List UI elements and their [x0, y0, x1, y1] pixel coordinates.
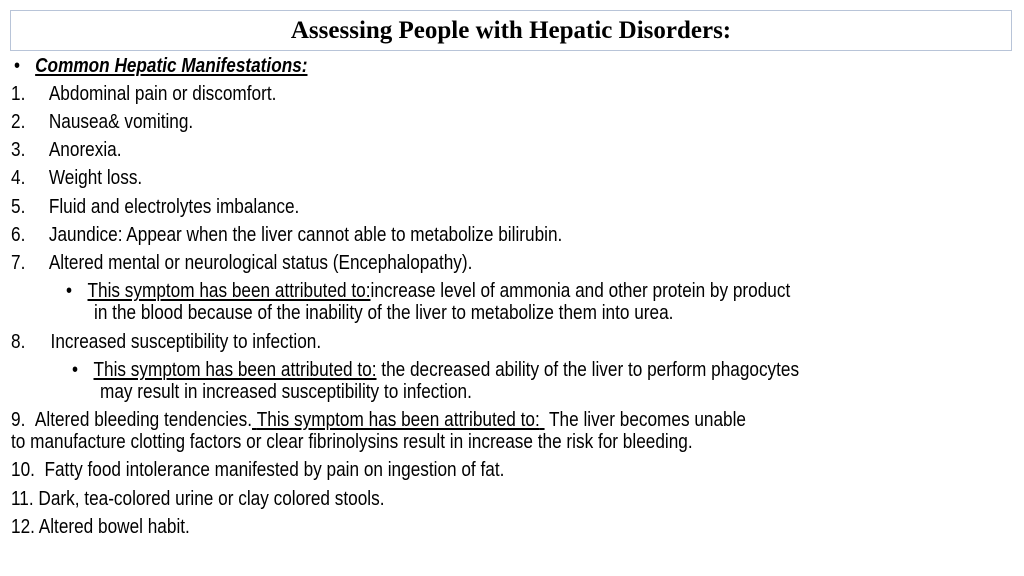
list-item	[11, 515, 190, 539]
item-number: 1.	[11, 83, 26, 105]
list-item	[11, 458, 504, 482]
sub-bullet-7-cont: in the blood because of the inability of the liver to metabolize them into urea.	[94, 302, 674, 324]
item-number: 10.	[11, 459, 35, 481]
list-item-9-cont: to manufacture clotting factors or clear fibrinolysins result in increase the risk for bleeding.	[11, 431, 693, 453]
attributed-label: This symptom has been attributed to:	[87, 280, 371, 302]
item-text: Altered bleeding tendencies.	[34, 409, 252, 431]
item-number: 3.	[11, 139, 26, 161]
sub-text: The liver becomes unable	[549, 409, 746, 431]
bullet: •	[14, 55, 21, 77]
list-item	[11, 251, 472, 275]
item-text: Increased susceptibility to infection.	[50, 331, 322, 353]
item-number: 5.	[11, 196, 26, 218]
list-item	[11, 223, 562, 247]
list-item	[11, 487, 384, 511]
item-number: 11.	[11, 488, 34, 510]
bullet: •	[66, 280, 73, 302]
sub-bullet-8-cont: may result in increased susceptibility to infection.	[100, 381, 472, 403]
item-number: 8.	[11, 331, 26, 353]
section-heading: Common Hepatic Manifestations:	[35, 55, 308, 77]
bullet: •	[72, 359, 79, 381]
list-item	[11, 110, 193, 134]
item-number: 7.	[11, 252, 26, 274]
list-item	[11, 195, 299, 219]
item-number: 4.	[11, 167, 26, 189]
item-text: Altered bowel habit.	[38, 516, 190, 538]
heading-line	[14, 54, 308, 78]
item-text: Anorexia.	[48, 139, 122, 161]
list-item	[11, 330, 321, 354]
item-number: 9.	[11, 409, 26, 431]
item-text: Fatty food intolerance manifested by pain on ingestion of fat.	[44, 459, 505, 481]
item-text: Nausea& vomiting.	[48, 111, 194, 133]
item-text: Weight loss.	[48, 167, 143, 189]
item-number: 2.	[11, 111, 26, 133]
sub-bullet-8	[72, 358, 799, 382]
sub-text: the decreased ability of the liver to perform phagocytes	[381, 359, 800, 381]
item-text: Altered mental or neurological status (Encephalopathy).	[48, 252, 473, 274]
list-item	[11, 408, 746, 432]
sub-bullet-7	[66, 279, 790, 303]
sub-text: increase level of ammonia and other protein by product	[370, 280, 791, 302]
page-title: Assessing People with Hepatic Disorders:	[290, 16, 732, 44]
list-item	[11, 82, 276, 106]
list-item	[11, 138, 122, 162]
item-text: Dark, tea-colored urine or clay colored stools.	[38, 488, 385, 510]
item-number: 6.	[11, 224, 26, 246]
title-box	[10, 10, 1012, 51]
attributed-label: This symptom has been attributed to:	[256, 409, 540, 431]
item-number: 12.	[11, 516, 35, 538]
item-text: Fluid and electrolytes imbalance.	[48, 196, 300, 218]
attributed-label: This symptom has been attributed to:	[93, 359, 377, 381]
item-text: Jaundice: Appear when the liver cannot able to metabolize bilirubin.	[48, 224, 563, 246]
list-item	[11, 166, 142, 190]
item-text: Abdominal pain or discomfort.	[48, 83, 277, 105]
